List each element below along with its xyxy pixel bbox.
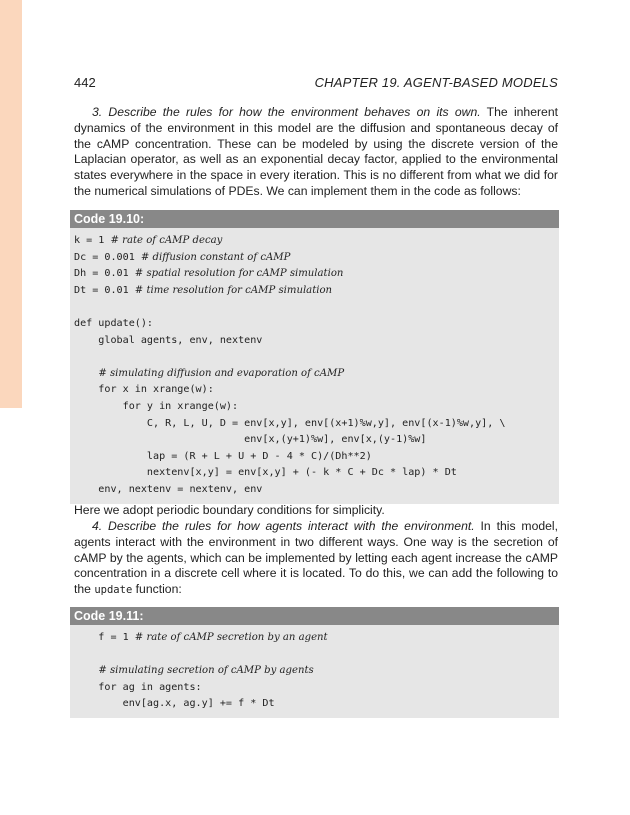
code-comment: # spatial resolution for cAMP simulation	[134, 268, 344, 280]
code-text: for y in xrange(w):	[74, 400, 239, 412]
code-text: def update():	[74, 317, 154, 329]
inline-code: update	[94, 584, 133, 597]
code-text: Dh = 0.01	[74, 268, 135, 280]
code-line	[74, 432, 559, 449]
code-text: env, nextenv = nextenv, env	[74, 483, 263, 495]
code-line	[74, 283, 559, 300]
code-body	[70, 625, 559, 718]
code-text: lap = (R + L + U + D - 4 * C)/(Dh**2)	[74, 450, 372, 462]
code-comment: # rate of cAMP decay	[110, 235, 223, 246]
code-text: env[ag.x, ag.y] += f * Dt	[74, 698, 275, 710]
paragraph-agent-environment	[74, 519, 558, 599]
code-text: C, R, L, U, D = env[x,y], env[(x+1)%w,y], env[(x-1)%w,y], \	[74, 417, 506, 429]
code-text: Dc = 0.001	[74, 251, 141, 263]
paragraph-body: In this model, agents interact with the environment in two different ways. One way is the secretion of cAMP by the agents, which can be implemented by letting each agent increase the cAMP concentration in a discrete cell where it is located. To do this, we can add the following to the	[74, 519, 558, 597]
code-line	[74, 299, 559, 316]
chapter-title: CHAPTER 19. AGENT-BASED MODELS	[314, 75, 558, 90]
code-text	[74, 665, 98, 676]
code-text: f = 1	[74, 632, 135, 643]
code-comment: # rate of cAMP secretion by an agent	[134, 632, 328, 643]
code-text: env[x,(y+1)%w], env[x,(y-1)%w]	[74, 434, 427, 446]
paragraph-lead: 4. Describe the rules for how agents interact with the environment.	[92, 519, 475, 533]
code-line	[74, 663, 559, 680]
code-line	[74, 696, 559, 713]
code-label: Code 19.10:	[70, 210, 559, 228]
code-line	[74, 366, 559, 383]
code-line	[74, 416, 559, 433]
code-body	[70, 228, 559, 504]
code-block-19-10	[70, 210, 559, 504]
code-line	[74, 316, 559, 333]
code-line	[74, 482, 559, 499]
code-line	[74, 382, 559, 399]
code-line	[74, 349, 559, 366]
code-text: nextenv[x,y] = env[x,y] + (- k * C + Dc * lap) * Dt	[74, 467, 457, 479]
paragraph-lead: 3. Describe the rules for how the environment behaves on its own.	[92, 105, 481, 119]
page-edge-tab	[0, 0, 22, 408]
paragraph-environment-rules	[74, 105, 558, 200]
paragraph-boundary: Here we adopt periodic boundary conditions for simplicity.	[74, 503, 385, 517]
code-text: Dt = 0.01	[74, 284, 135, 296]
code-comment: # simulating diffusion and evaporation of cAMP	[98, 367, 345, 379]
code-line	[74, 399, 559, 416]
code-block-19-11	[70, 607, 559, 718]
code-text: k = 1	[74, 235, 111, 246]
code-text: for x in xrange(w):	[74, 384, 214, 396]
running-header	[74, 75, 558, 93]
code-comment: # time resolution for cAMP simulation	[134, 284, 333, 296]
paragraph-body: The inherent dynamics of the environment in this model are the diffusion and spontaneous decay of the cAMP concentration. These can be modeled by using the discrete version of the Laplacian operator, as well as an exponential decay factor, applied to the environmental states everywhere in the space in every iteration. This is no different from what we did for the numerical simulations of PDEs. We can implement them in the code as follows:	[74, 105, 558, 198]
code-text	[74, 368, 98, 379]
code-line	[74, 233, 559, 250]
code-line	[74, 449, 559, 466]
code-line	[74, 630, 559, 647]
code-line	[74, 250, 559, 267]
code-line	[74, 266, 559, 283]
code-label: Code 19.11:	[70, 607, 559, 625]
paragraph-tail: function:	[132, 582, 182, 597]
code-text: for ag in agents:	[74, 681, 202, 693]
code-line	[74, 680, 559, 697]
code-comment: # simulating secretion of cAMP by agents	[98, 665, 314, 677]
code-line	[74, 333, 559, 350]
code-text: global agents, env, nextenv	[74, 334, 263, 346]
code-line	[74, 465, 559, 482]
code-comment: # diffusion constant of cAMP	[140, 251, 291, 263]
code-line	[74, 647, 559, 664]
page-number: 442	[74, 75, 96, 90]
